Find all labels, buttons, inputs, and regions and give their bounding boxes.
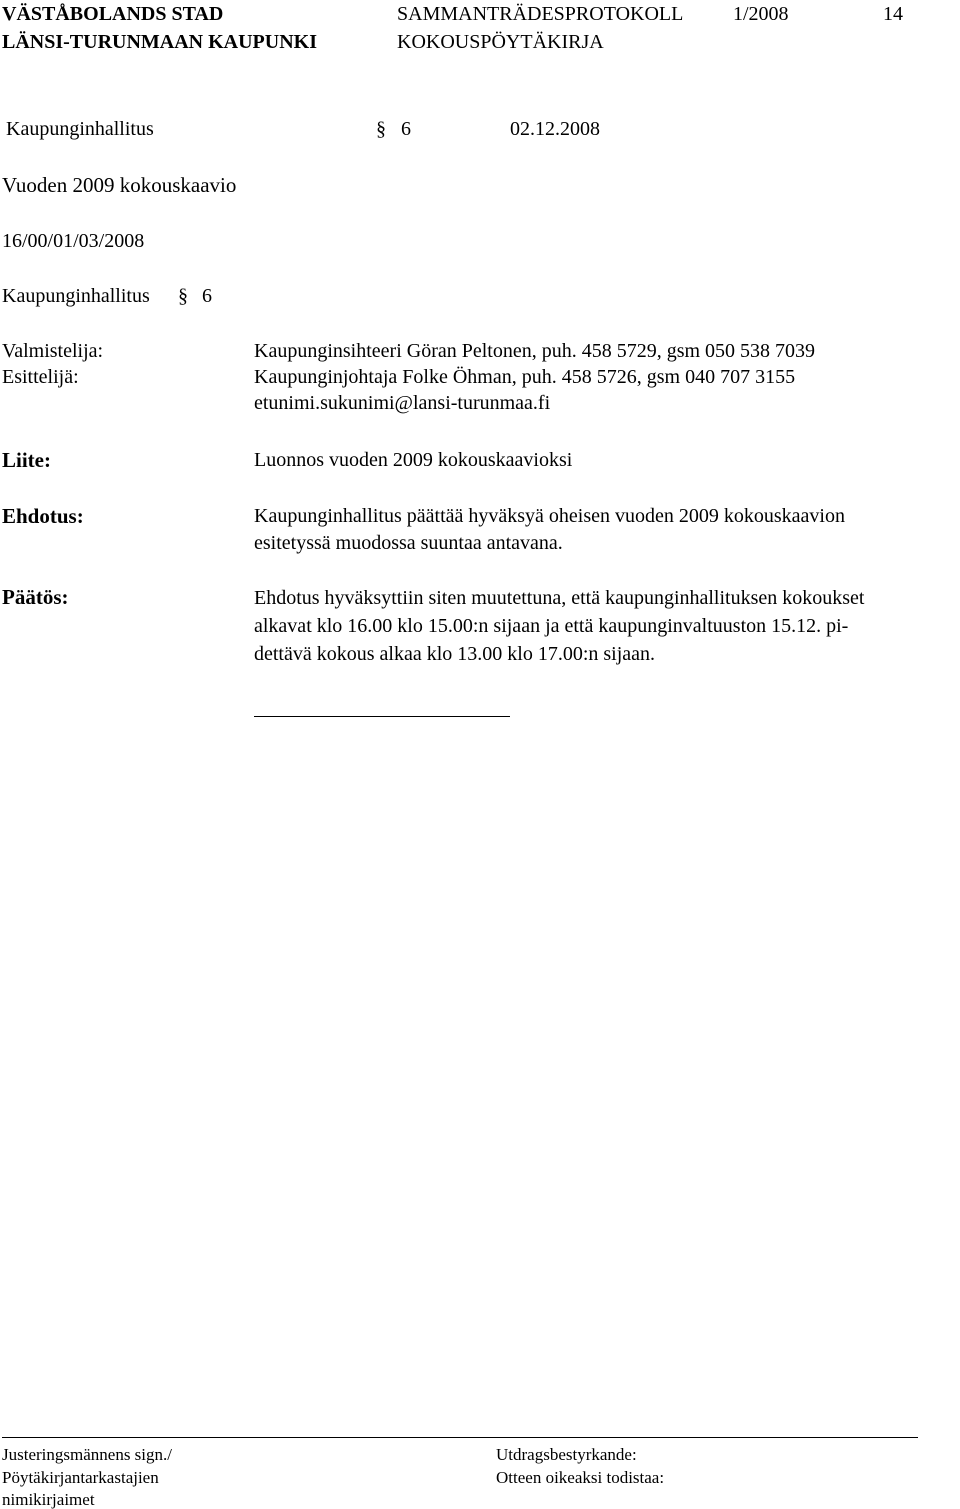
esittelija-value: Kaupunginjohtaja Folke Öhman, puh. 458 5726, gsm 040 707 3155: [254, 366, 796, 388]
ehdotus-line: esitetyssä muodossa suuntaa antavana.: [254, 532, 563, 554]
paatos-line: alkavat klo 16.00 klo 15.00:n sijaan ja että kaupunginvaltuuston 15.12. pi-: [254, 615, 849, 637]
footer-signature-label-finnish: Pöytäkirjantarkastajien: [2, 1468, 159, 1487]
footer-certification-label-finnish: Otteen oikeaksi todistaa:: [496, 1468, 665, 1487]
document-type-swedish: SAMMANTRÄDESPROTOKOLL: [397, 3, 684, 25]
footer-signature-label-initials: nimikirjaimet: [2, 1490, 95, 1509]
item-sub-body: Kaupunginhallitus: [2, 285, 150, 307]
meeting-date: 02.12.2008: [510, 118, 600, 140]
item-end-rule: [254, 716, 510, 717]
footer-rule: [2, 1437, 918, 1438]
item-title: Vuoden 2009 kokouskaavio: [2, 173, 237, 197]
meeting-body: Kaupunginhallitus: [6, 118, 154, 140]
liite-value: Luonnos vuoden 2009 kokouskaavioksi: [254, 449, 573, 471]
item-sub-section-number: 6: [202, 285, 212, 307]
footer-certification-label-swedish: Utdragsbestyrkande:: [496, 1445, 637, 1464]
ehdotus-line: Kaupunginhallitus päättää hyväksyä oheisen vuoden 2009 kokouskaavion: [254, 505, 845, 527]
valmistelija-label: Valmistelija:: [2, 340, 104, 362]
organization-name-swedish: VÄSTÅBOLANDS STAD: [2, 3, 224, 25]
paatos-label: Päätös:: [2, 585, 69, 609]
valmistelija-value: Kaupunginsihteeri Göran Peltonen, puh. 458 5729, gsm 050 538 7039: [254, 340, 816, 362]
section-symbol: §: [376, 118, 386, 140]
esittelija-label: Esittelijä:: [2, 366, 79, 388]
item-sub-section-symbol: §: [178, 285, 188, 307]
protocol-number: 1/2008: [733, 3, 789, 25]
section-number: 6: [401, 118, 411, 140]
paatos-line: dettävä kokous alkaa klo 13.00 klo 17.00:n sijaan.: [254, 643, 656, 665]
esittelija-email: etunimi.sukunimi@lansi-turunmaa.fi: [254, 392, 551, 414]
organization-name-finnish: LÄNSI-TURUNMAAN KAUPUNKI: [2, 31, 317, 53]
paatos-line: Ehdotus hyväksyttiin siten muutettuna, että kaupunginhallituksen kokoukset: [254, 587, 865, 609]
ehdotus-label: Ehdotus:: [2, 504, 84, 528]
liite-label: Liite:: [2, 448, 51, 472]
item-reference: 16/00/01/03/2008: [2, 230, 145, 252]
document-type-finnish: KOKOUSPÖYTÄKIRJA: [397, 31, 604, 53]
page-number: 14: [883, 3, 903, 25]
footer-signature-label-swedish: Justeringsmännens sign./: [2, 1445, 172, 1464]
